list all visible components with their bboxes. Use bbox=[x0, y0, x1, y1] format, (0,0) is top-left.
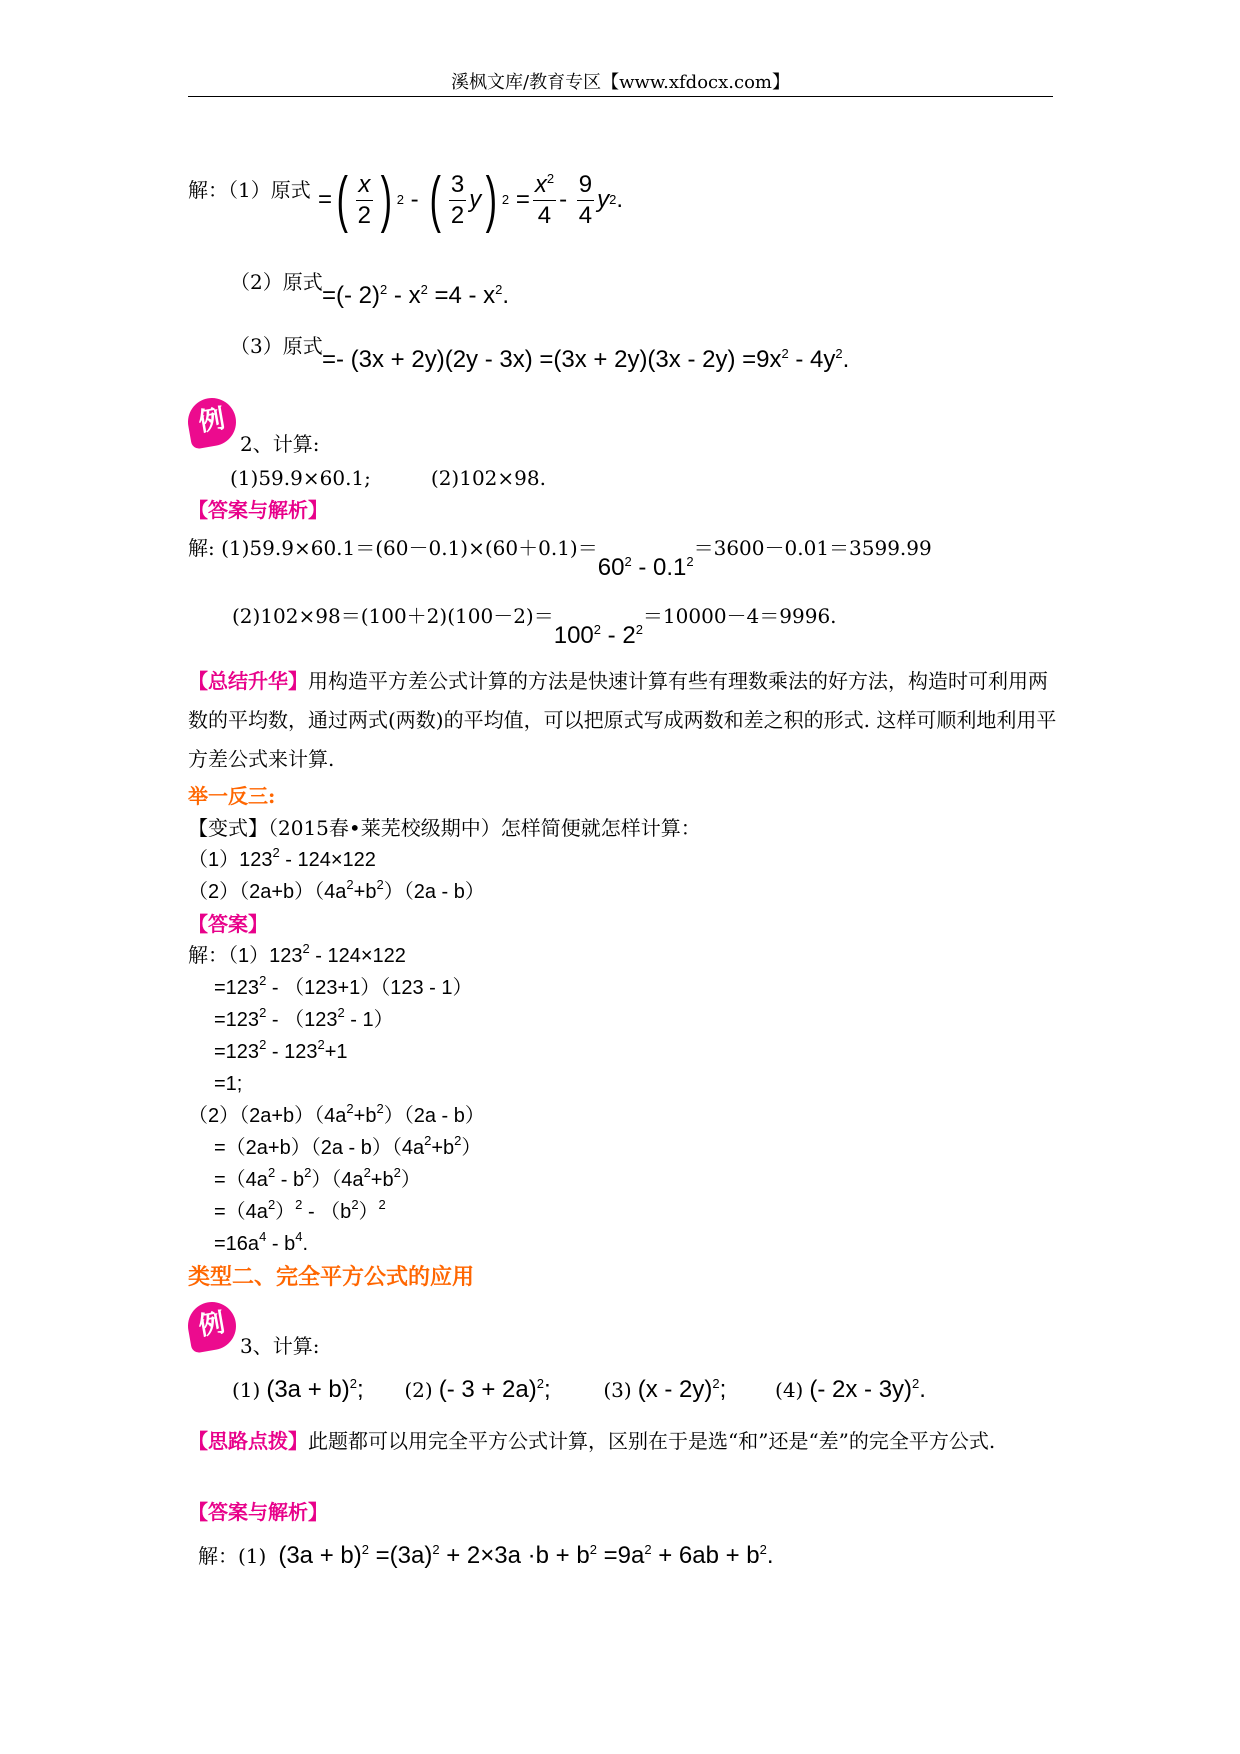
ex3-hint-label: 【思路点拨】 bbox=[188, 1429, 308, 1453]
sol1-line1 bbox=[188, 178, 311, 202]
variant-s5: =1; bbox=[214, 1073, 243, 1095]
variant-t5: $=16a^4 - b^4$. bbox=[214, 1229, 308, 1255]
ex3-title: 3、计算: bbox=[240, 1334, 320, 1358]
summary-paragraph bbox=[188, 662, 1058, 779]
type2-heading: 类型二、完全平方公式的应用 bbox=[188, 1264, 475, 1290]
ex3-hint-text: 此题都可以用完全平方公式计算，区别在于是选“和”还是“差”的完全平方公式. bbox=[308, 1429, 996, 1453]
variant-answer-label: 【答案】 bbox=[188, 912, 268, 936]
header-divider bbox=[188, 96, 1053, 97]
ex3-hint bbox=[188, 1422, 1058, 1461]
example-badge-icon: 例 bbox=[184, 1298, 240, 1354]
variant-s4: $=123^2 - 123^2+1$ bbox=[214, 1037, 348, 1063]
variant-heading: 举一反三: bbox=[188, 784, 276, 808]
ex3-answer-label: 【答案与解析】 bbox=[188, 1500, 328, 1524]
variant-s1: 解：$(1)123^2 - 124\times 122$ bbox=[188, 941, 406, 967]
fraction-3-over-2: $\frac{3}{2}$ bbox=[450, 170, 465, 229]
summary-label: 【总结升华】 bbox=[188, 669, 308, 693]
variant-t4: $=(4a^2)^2 - (b^2)^2$ bbox=[214, 1197, 386, 1223]
ex2-solution-2: $(2)102\times 98=(100+2)(100-2)=100^2 - 2^2=10000-4=9996$. bbox=[232, 604, 837, 649]
variant-title: 【变式】（2015春•莱芜校级期中）怎样简便就怎样计算： bbox=[188, 816, 701, 840]
example-badge-icon: 例 bbox=[184, 394, 240, 450]
sol1-prefix: 解：（1）原式 bbox=[188, 178, 311, 202]
variant-s2: $=123^2 - (123+1)(123 - 1)$ bbox=[214, 973, 473, 999]
variant-q2: $(2)(2a+b)(4a^2+b^2)(2a - b)$ bbox=[188, 877, 485, 903]
sol1-formula: = ( $\frac{x}{2}$ ) 2 - ( $\frac{3}{2}$ y ) 2 = $\frac{x^2}{4}$ - $\frac{9}{4}$ y 2 . bbox=[318, 165, 624, 234]
page-header: 溪枫文库/教育专区【www.xfdocx.com】 bbox=[451, 72, 790, 93]
variant-q1: $(1)123^2 - 124\times 122$ bbox=[188, 845, 376, 871]
sol1-p2-formula: =(- $2)^2 - x^2 =4 - x^2$. bbox=[322, 282, 510, 309]
ex2-answer-label: 【答案与解析】 bbox=[188, 498, 328, 522]
fraction-9-over-4: $\frac{9}{4}$ bbox=[578, 170, 593, 229]
fraction-x-over-2: $\frac{x}{2}$ bbox=[357, 170, 372, 229]
sol1-p2-label: （2）原式 bbox=[230, 270, 323, 294]
ex3-items: (1) $(3a + b)^2$; (2) (- 3 + 2a)$^2$; (3) (x - 2y)$^2$; (4) (- 2x - 3y)$^2$. bbox=[232, 1376, 926, 1403]
fraction-x2-over-4: $\frac{x^2}{4}$ bbox=[534, 170, 555, 229]
variant-s3: $=123^2 - (123^2 - 1)$ bbox=[214, 1005, 394, 1031]
variant-t3: $=(4a^2 - b^2)(4a^2+b^2)$ bbox=[214, 1165, 421, 1191]
ex3-solution-1: 解：(1) $(3a + b)^2 =(3a)^2 + 2\times 3a \cdot b + b^2 =9a^2 + 6ab + b^2$. bbox=[198, 1542, 774, 1569]
sol1-p3-label: （3）原式 bbox=[230, 334, 323, 358]
summary-text: 用构造平方差公式计算的方法是快速计算有些有理数乘法的好方法，构造时可利用两数的平均数，通过两式(两数)的平均值，可以把原式写成两数和差之积的形式. 这样可顺利地利用平方差公式来计算. bbox=[188, 669, 1057, 771]
variant-t2: $=(2a+b)(2a - b)(4a^2+b^2)$ bbox=[214, 1133, 482, 1159]
ex2-title: 2、计算: bbox=[240, 432, 320, 456]
variant-t1: $(2)(2a+b)(4a^2+b^2)(2a - b)$ bbox=[188, 1101, 485, 1127]
ex2-items: (1)59.9×60.1; (2)102×98. bbox=[230, 466, 546, 490]
ex2-solution-1: 解: $(1)59.9\times 60.1=(60-0.1)\times(60+0.1)=60^2 - 0.1^2=3600-0.01=3599.99$ bbox=[188, 536, 932, 581]
sol1-p3-formula: =- $(3x + 2y)(2y - 3x) =(3x + 2y)(3x - 2y) =9x^2 - 4y^2$. bbox=[322, 346, 850, 373]
